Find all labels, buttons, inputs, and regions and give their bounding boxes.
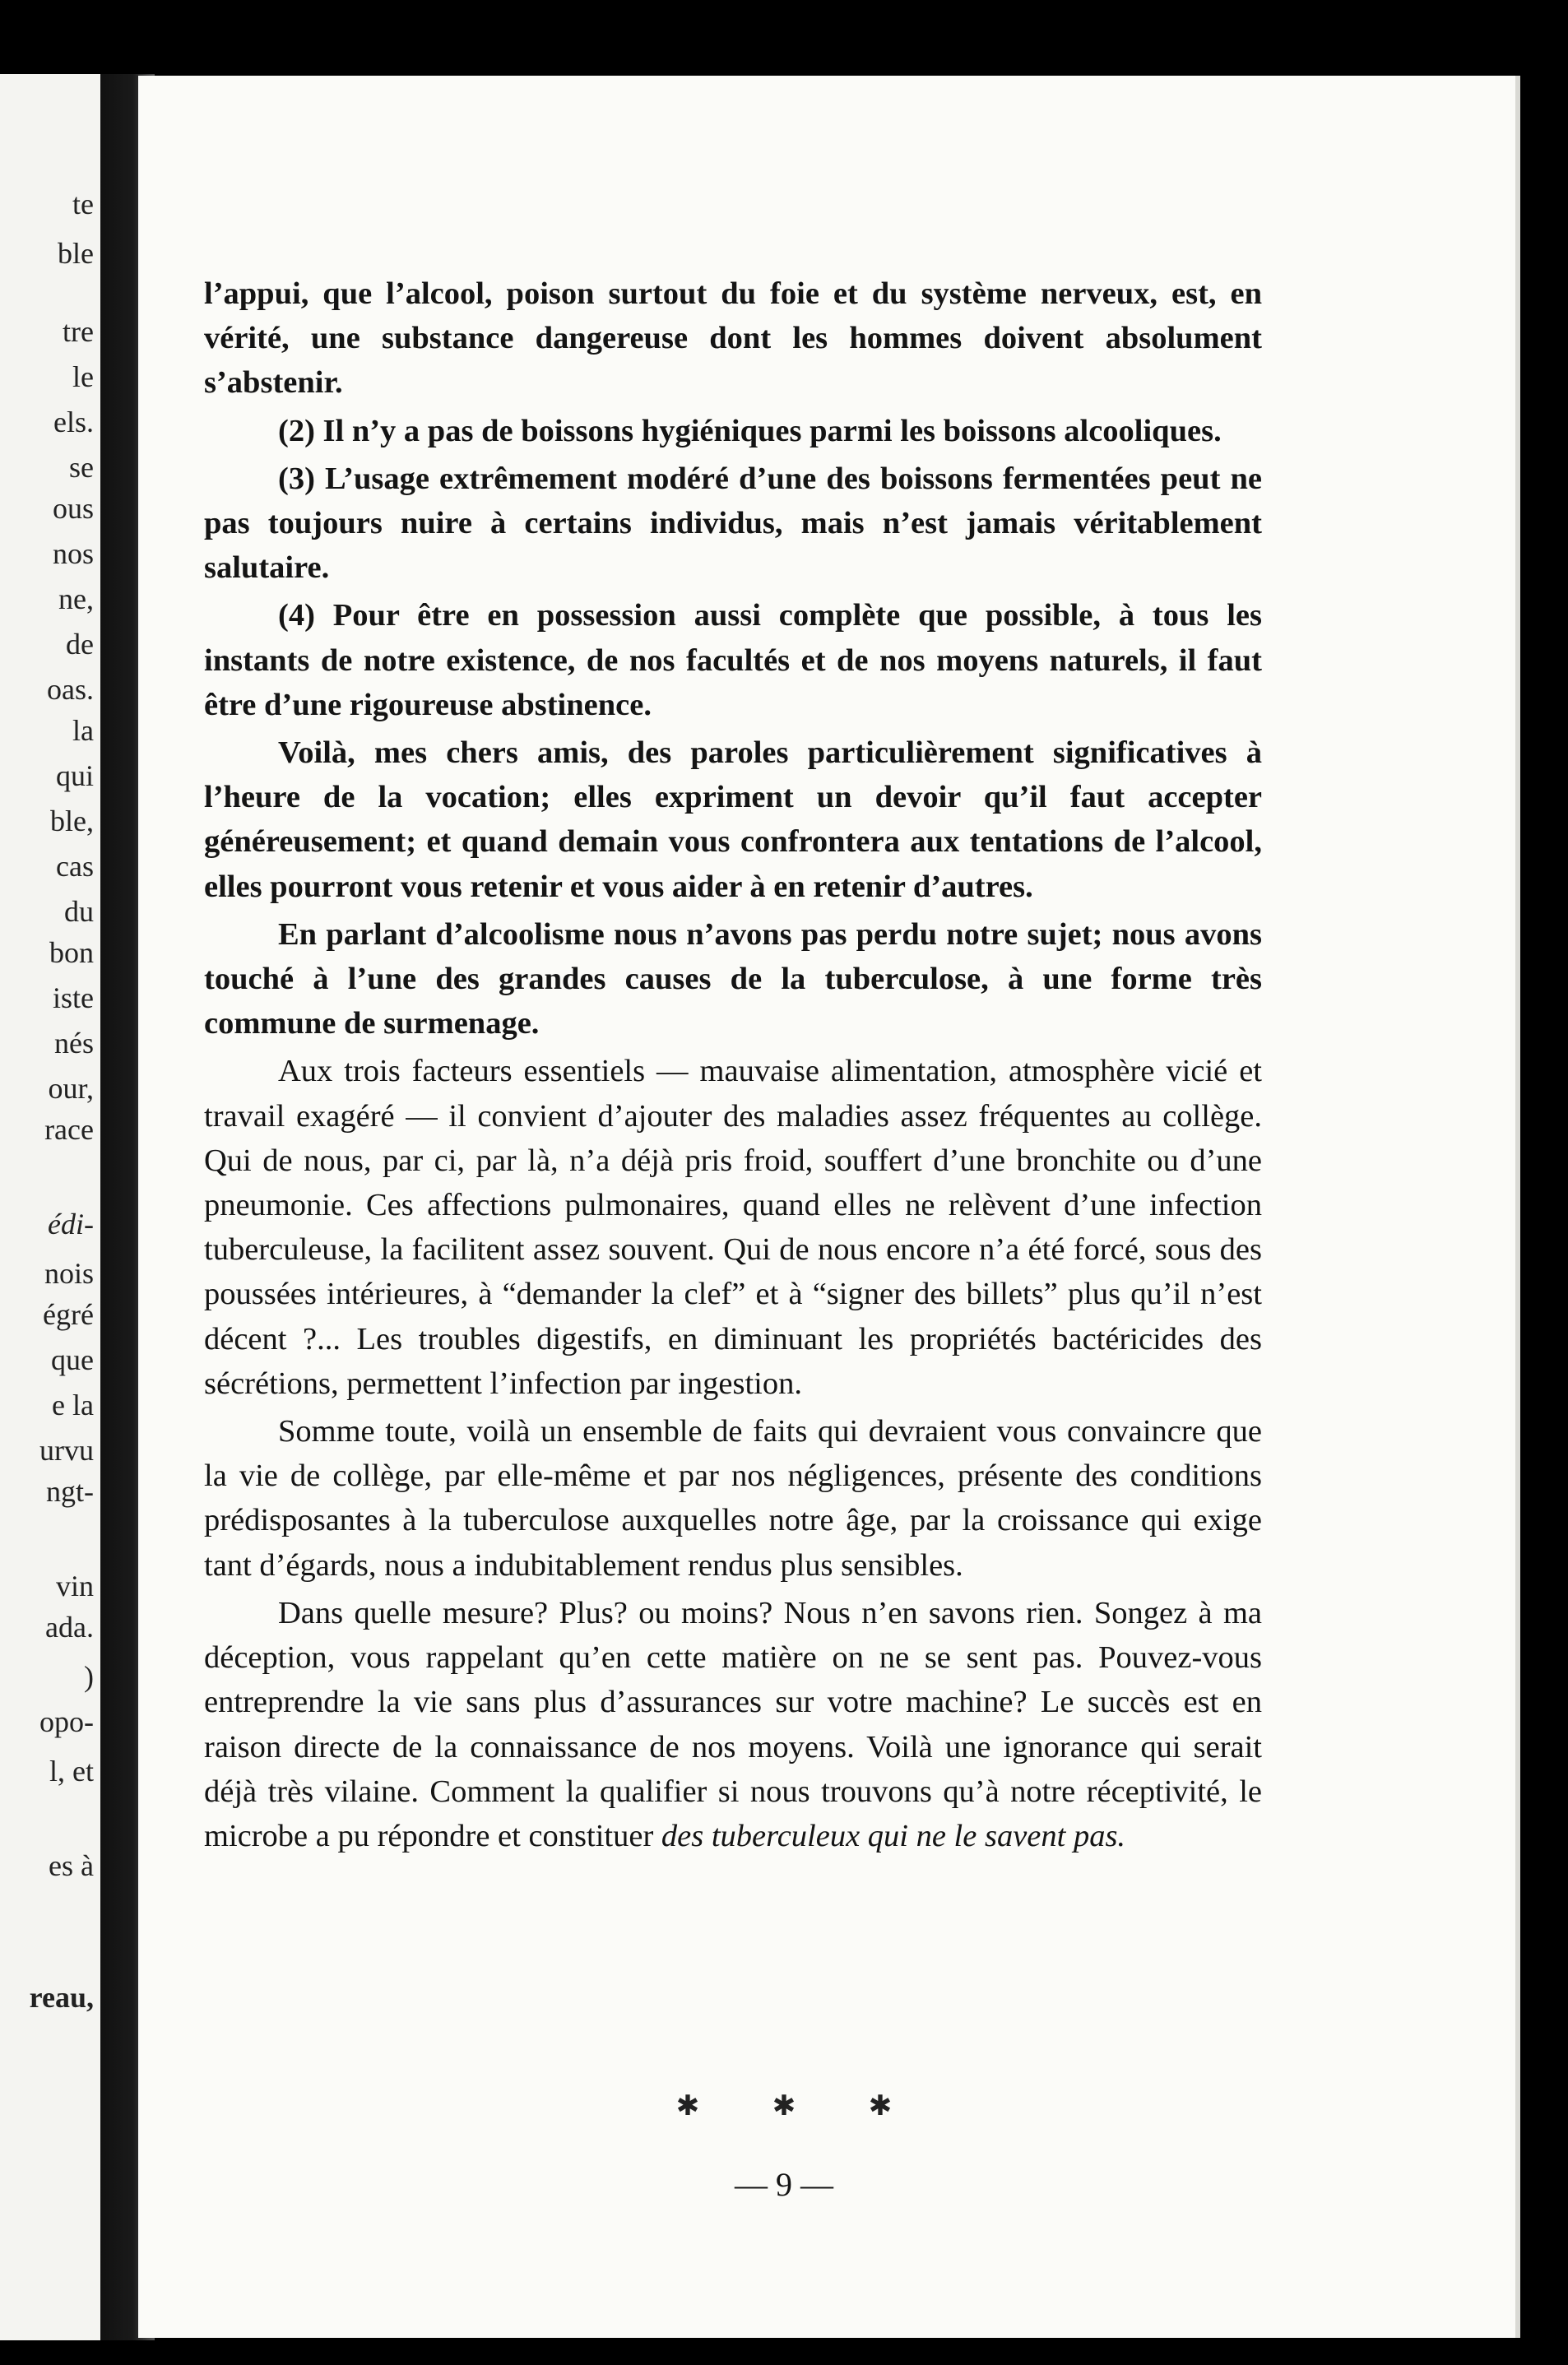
facing-page-line: le	[72, 360, 94, 393]
facing-page-fragment	[0, 74, 100, 2340]
facing-page-line: édi-	[48, 1208, 94, 1240]
facing-page-line: els.	[53, 406, 94, 438]
paragraph-4: (4) Pour être en possession aussi complète que possible, à tous les instants de notre existence, de nos facultés et de nos moyens naturels, il faut être d’une rigoureuse abstinence.	[204, 598, 1262, 722]
section-ornament: ✱ ✱ ✱	[675, 2091, 925, 2122]
paragraph-7: Aux trois facteurs essentiels — mauvaise alimentation, atmosphère vicié et travail exagéré — il convient d’ajouter des maladies assez fréquentes au collège. Qui de nous, par ci, par là, n’a déjà pris froid, souffert d’une bronchite ou d’une pneumonie. Ces affections pulmonaires, quand elles ne relèvent d’une infection tuberculeuse, la facilitent assez souvent. Qui de nous encore n’a été forcé, sous des poussées intérieures, à “demander la clef” et à “signer des billets” plus qu’il n’est décent ?... Les troubles digestifs, en diminuant les propriétés bactéricides des sécrétions, permettent l’infection par ingestion.	[204, 1054, 1262, 1401]
facing-page-line: e la	[52, 1389, 94, 1421]
facing-page-line: l, et	[49, 1755, 94, 1788]
facing-page-line: race	[44, 1113, 94, 1146]
page-number: — 9 —	[735, 2166, 833, 2203]
paragraph-9-text: Dans quelle mesure? Plus? ou moins? Nous n’en savons rien. Songez à ma déception, vous rappelant qu’en cette matière on ne se sent pas. Pouvez-vous entreprendre la vie sans plus d’assurances sur votre machine? Le succès est en raison directe de la connaissance de nos moyens. Voilà une ignorance qui serait déjà très vilaine. Comment la qualifier si nous trouvons qu’à notre réceptivité, le microbe a pu répondre et constituer	[204, 1595, 1262, 1853]
facing-page-line: bon	[49, 936, 94, 969]
facing-page-line: qui	[55, 759, 94, 792]
facing-page-line: cas	[56, 850, 94, 883]
paragraph-6: En parlant d’alcoolisme nous n’avons pas perdu notre sujet; nous avons touché à l’une des grandes causes de la tuberculose, à une forme très commune de surmenage.	[204, 916, 1262, 1041]
facing-page-line: ada.	[45, 1611, 94, 1644]
facing-page-line: our,	[48, 1072, 94, 1105]
facing-page-line: nois	[44, 1257, 94, 1290]
facing-page-line: nos	[52, 537, 94, 570]
page-edge	[1515, 76, 1520, 2338]
paragraph-3: (3) L’usage extrêmement modéré d’une des boissons fermentées peut ne pas toujours nuire à certains individus, mais n’est jamais véritablement salutaire.	[204, 461, 1262, 586]
page-body	[204, 271, 1262, 1862]
facing-page-line: nés	[54, 1027, 94, 1060]
facing-page-line: de	[66, 628, 94, 661]
facing-page-line: du	[64, 895, 94, 928]
facing-page-line: la	[72, 714, 94, 747]
facing-page-line: ble,	[50, 805, 94, 837]
facing-page-line: )	[84, 1660, 94, 1693]
paragraph-8: Somme toute, voilà un ensemble de faits qui devraient vous convaincre que la vie de collège, par elle-même et par nos négligences, présente des conditions prédisposantes à la tuberculose auxquelles notre âge, par la croissance qui exige tant d’égards, nous a indubitablement rendus plus sensibles.	[204, 1414, 1262, 1583]
paragraph-9	[204, 1591, 1262, 1858]
facing-page-line: te	[72, 188, 94, 220]
facing-page-line: ble	[58, 237, 94, 270]
facing-page-line: vin	[55, 1570, 94, 1602]
paragraph-2: (2) Il n’y a pas de boissons hygiéniques parmi les boissons alcooliques.	[278, 413, 1222, 448]
facing-page-line: opo-	[39, 1705, 94, 1738]
facing-page-line: ngt-	[46, 1475, 94, 1508]
facing-page-line: que	[51, 1343, 94, 1376]
paragraph-1: l’appui, que l’alcool, poison surtout du foie et du système nerveux, est, en vérité, une substance dangereuse dont les hommes doivent absolument s’abstenir.	[204, 276, 1262, 401]
paragraph-5: Voilà, mes chers amis, des paroles particulièrement significatives à l’heure de la vocation; elles expriment un devoir qu’il faut accepter généreusement; et quand demain vous confrontera aux tentations de l’alcool, elles pourront vous retenir et vous aider à en retenir d’autres.	[204, 735, 1262, 904]
facing-page-line: se	[69, 451, 94, 484]
facing-page-line: urvu	[39, 1434, 94, 1467]
paragraph-9-italic: des tuberculeux qui ne le savent pas.	[661, 1818, 1126, 1853]
facing-page-line: tre	[63, 315, 94, 348]
facing-page-line: reau,	[29, 1981, 94, 2014]
facing-page-line: ne,	[58, 582, 94, 615]
facing-page-line: oas.	[47, 673, 94, 706]
facing-page-line: ous	[52, 492, 94, 525]
facing-page-line: iste	[53, 981, 94, 1014]
facing-page-line: es à	[49, 1849, 94, 1882]
facing-page-line: égré	[43, 1298, 94, 1331]
